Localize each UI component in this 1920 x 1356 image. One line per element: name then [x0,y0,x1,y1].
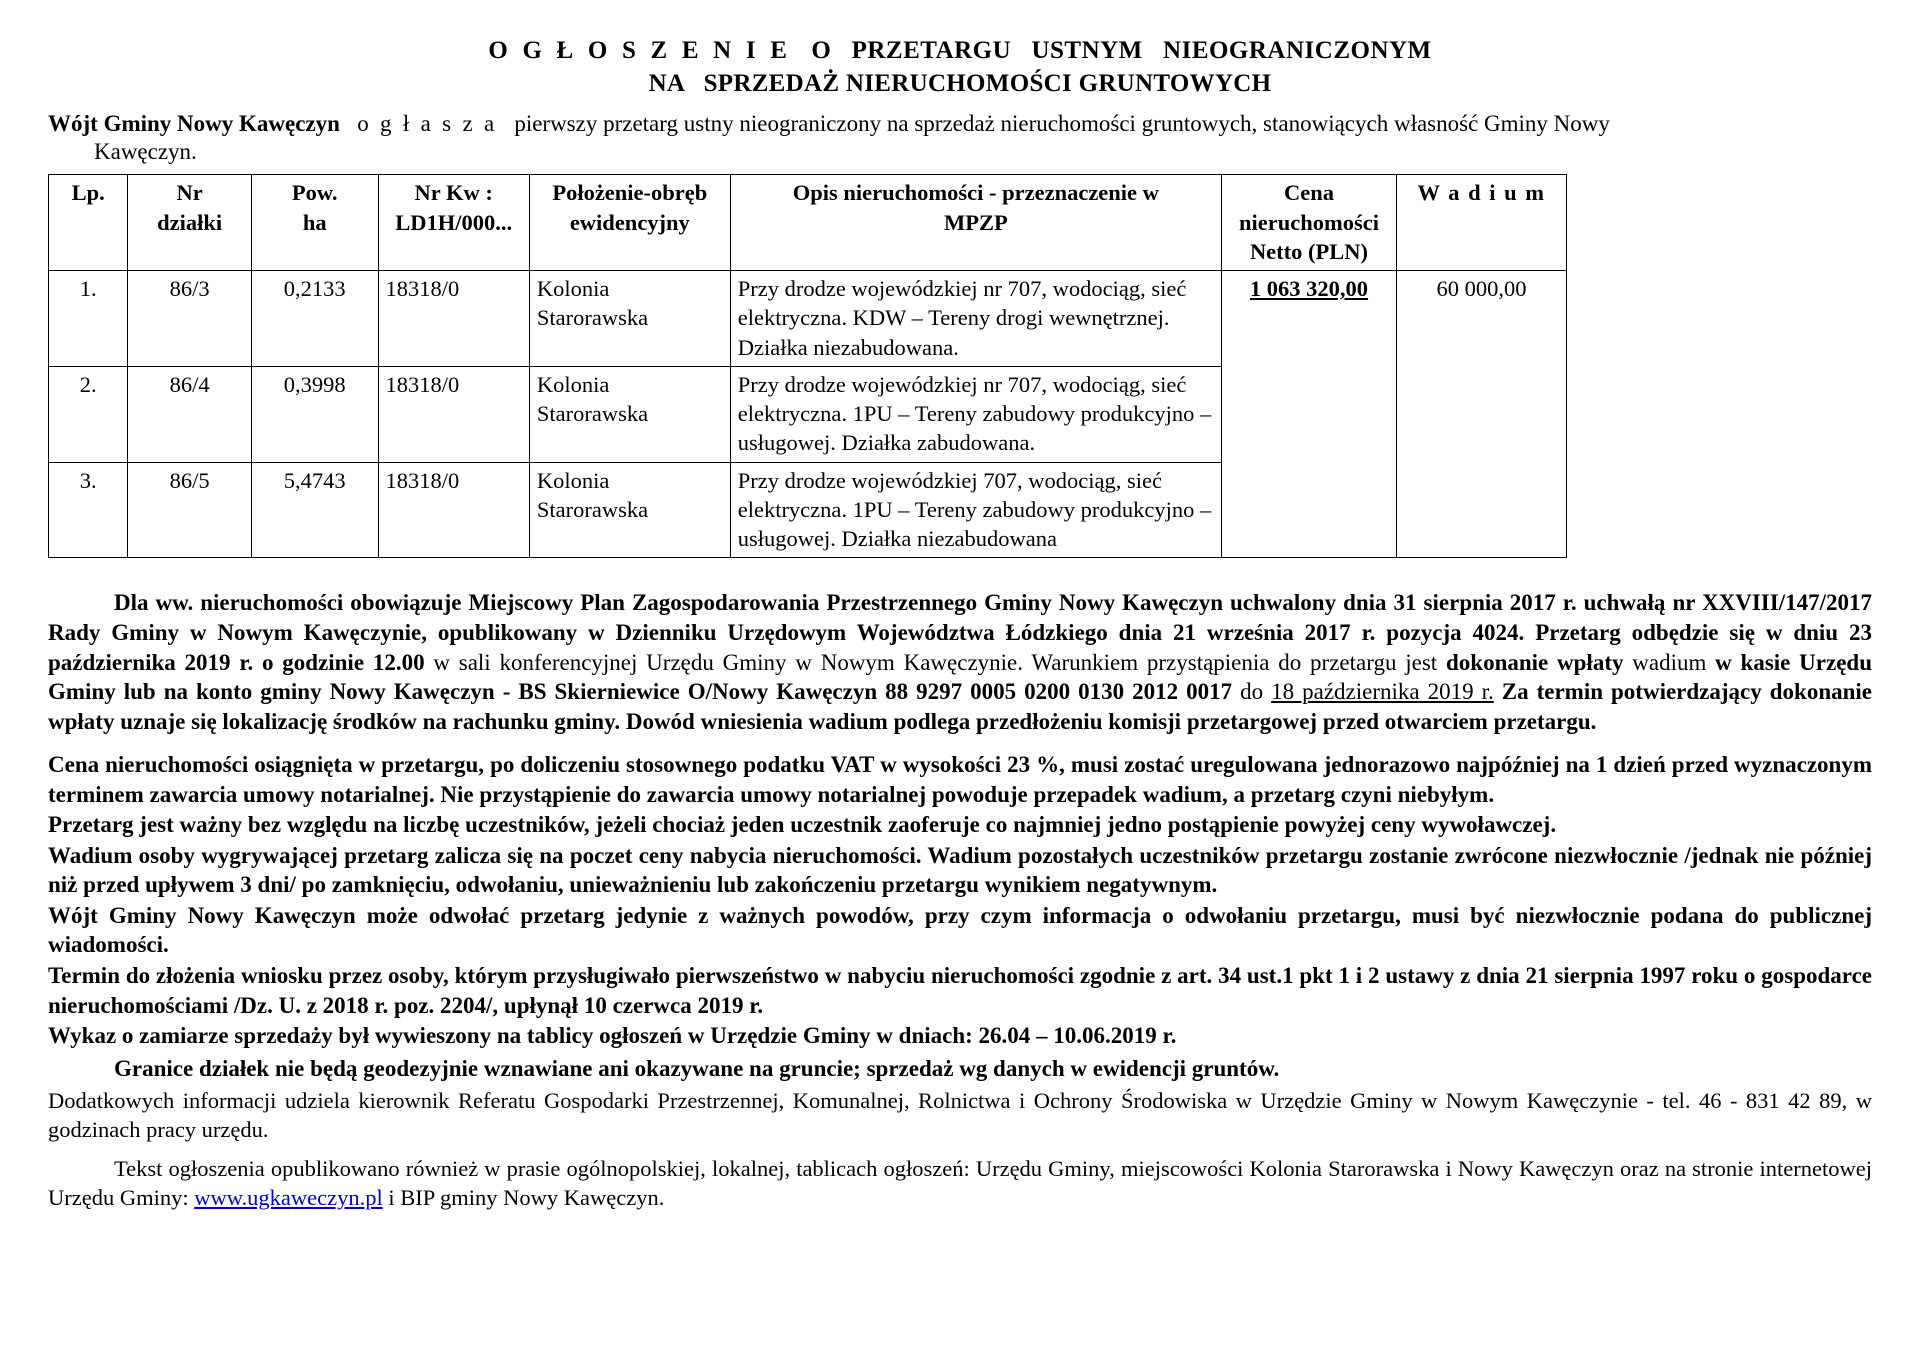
col-header-area-l1: Pow. [291,180,338,206]
cell-deposit-value: 60 000,00 [1436,276,1527,302]
paragraph-vat-price: Cena nieruchomości osiągnięta w przetargu, po doliczeniu stosownego podatku VAT w wysokości 23 %, musi zostać uregulowana jednorazowo najpóźniej na 1 dzień przed wyznaczonym terminem zawarcia umowy notarialnej. Nie przystąpienie do zawarcia umowy notarialnej powoduje przepadek wadium, a przetarg czyni niebyłym. [48,752,1872,807]
cell-lp: 2. [49,366,128,462]
paragraph-boundaries [48,1054,1872,1084]
paragraph-mpzp-part-c: Rady Gminy w Nowym Kawęczynie, opublikowany w Dzienniku Urzędowym Województwa Łódzkiego dnia 21 września 2017 r. pozycja 4024. Przetarg odbędzie się w dniu 23 października 2019 r. o godzinie 12.00 [48,619,1872,675]
cell-deposit [1397,271,1567,558]
cell-location-l1: Kolonia [536,276,610,302]
paragraph-mpzp-part-e: dokonanie wpłaty [1445,649,1624,675]
cell-location-l2: Starorawska [536,305,649,331]
title-word-ogloszenie: O G Ł O S Z E N I E [488,37,792,64]
cell-area: 5,4743 [251,462,378,558]
col-header-area [251,175,378,271]
col-header-description-l1: Opis nieruchomości - przeznaczenie w [792,180,1159,206]
title-line-1 [48,34,1872,67]
col-header-location-l2: ewidencyjny [569,209,690,235]
deposit-deadline-date: 18 października 2019 r. [1271,679,1494,705]
intro-authority: Wójt Gminy Nowy Kawęczyn [48,110,340,136]
cell-price-value: 1 063 320,00 [1249,276,1369,302]
col-header-area-l2: ha [302,209,327,235]
cell-land-register: 18318/0 [378,271,529,367]
paragraph-publication-info [48,1154,1872,1213]
cell-area: 0,3998 [251,366,378,462]
title-subject: SPRZEDAŻ NIERUCHOMOŚCI GRUNTOWYCH [703,70,1272,98]
cell-description: Przy drodze wojewódzkiej 707, wodociąg, sieć elektryczna. 1PU – Tereny zabudowy produkcyjno – usługowej. Działka niezabudowana [730,462,1221,558]
col-header-lp [49,175,128,271]
col-header-land-register-l2: LD1H/000... [395,209,513,235]
title-word-na: NA [648,70,684,98]
col-header-price-l1: Cena [1283,180,1334,206]
paragraph-mpzp-part-d: w sali konferencyjnej Urzędu Gminy w Nowym Kawęczynie. Warunkiem przystąpienia do przetargu jest [424,649,1446,675]
cell-location-l2: Starorawska [536,496,649,522]
cell-plot-number: 86/4 [128,366,252,462]
col-header-plot-number-l2: działki [157,209,223,235]
paragraph-priority-claim: Termin do złożenia wniosku przez osoby, którym przysługiwało pierwszeństwo w nabyciu nieruchomości zgodnie z art. 34 ust.1 pkt 1 i 2 ustawy z dnia 21 sierpnia 1997 roku o gospodarce nieruchomościami /Dz. U. z 2018 r. poz. 2204/, upłynął 10 czerwca 2019 r. [48,963,1872,1018]
intro-paragraph [48,110,1872,168]
intro-verb: o g ł a s z a [357,110,498,136]
title-word-o: O [811,37,832,64]
resolution-number: XXVIII/147/2017 [1702,590,1872,616]
cell-price [1221,271,1396,558]
col-header-description [730,175,1221,271]
document-title [48,34,1872,101]
cell-location [529,271,730,367]
paragraph-auction-validity: Przetarg jest ważny bez względu na liczbę uczestników, jeżeli chociaż jeden uczestnik zaoferuje co najmniej jedno postąpienie powyżej ceny wywoławczej. [48,812,1557,838]
properties-table [48,174,1567,558]
paragraph-mpzp-part-f: wadium [1623,649,1716,675]
cell-land-register: 18318/0 [378,366,529,462]
intro-text-continued: Kawęczyn. [94,139,197,165]
cell-land-register: 18318/0 [378,462,529,558]
title-word-ustnym: USTNYM [1031,37,1143,64]
paragraph-publication-part-b: i BIP gminy Nowy Kawęczyn. [382,1184,665,1210]
cell-location [529,366,730,462]
col-header-lp-text: Lp. [71,180,105,206]
col-header-location-l1: Położenie-obręb [552,180,708,206]
col-header-land-register [378,175,529,271]
cell-location-l1: Kolonia [536,371,610,397]
cell-location [529,462,730,558]
paragraph-publication-part-a: Tekst ogłoszenia opublikowano również w prasie ogólnopolskiej, lokalnej, tablicach ogłoszeń: Urzędu Gminy, miejscowości Kolonia Starorawska i Nowy Kawęczyn oraz na stronie internetowej Urzędu Gminy: [48,1155,1872,1210]
paragraph-contact-info: Dodatkowych informacji udziela kierownik Referatu Gospodarki Przestrzennej, Komunalnej, Rolnictwa i Ochrony Środowiska w Urzędzie Gminy w Nowym Kawęczynie - tel. 46 - 831 42 89, w godzinach pracy urzędu. [48,1088,1872,1143]
col-header-price [1221,175,1396,271]
cell-lp: 1. [49,271,128,367]
title-line-2 [48,67,1872,100]
bank-account-number: w kasie Urzędu Gminy lub na konto gminy Nowy Kawęczyn - BS Skierniewice O/Nowy Kawęczyn 88 9297 0005 0200 0130 2012 0017 [48,649,1872,705]
paragraph-mpzp-part-a: Dla ww. nieruchomości obowiązuje Miejscowy Plan Zagospodarowania Przestrzennego Gminy Nowy Kawęczyn uchwalony dnia 31 sierpnia 2017 r. uchwałą nr [114,590,1703,616]
paragraph-mpzp-part-h: do [1232,679,1272,705]
paragraph-notice-board: Wykaz o zamiarze sprzedaży był wywieszony na tablicy ogłoszeń w Urzędzie Gminy w dniach: 26.04 – 10.06.2019 r. [48,1023,1177,1049]
col-header-plot-number [128,175,252,271]
cell-lp: 3. [49,462,128,558]
paragraph-mpzp [48,588,1872,736]
document-body [48,588,1872,1212]
col-header-deposit [1397,175,1567,271]
col-header-price-l2: nieruchomości [1238,209,1379,235]
cell-plot-number: 86/3 [128,271,252,367]
paragraph-boundaries-text: Granice działek nie będą geodezyjnie wznawiane ani okazywane na gruncie; sprzedaż wg danych w ewidencji gruntów. [114,1055,1280,1081]
table-row [49,271,1567,367]
cell-description: Przy drodze wojewódzkiej nr 707, wodociąg, sieć elektryczna. 1PU – Tereny zabudowy produkcyjno – usługowej. Działka zabudowana. [730,366,1221,462]
col-header-price-l3: Netto (PLN) [1249,238,1369,264]
paragraph-deposit-rules: Wadium osoby wygrywającej przetarg zalicza się na poczet ceny nabycia nieruchomości. Wadium pozostałych uczestników przetargu zostanie zwrócone niezwłocznie /jednak nie później niż przed upływem 3 dni/ po zamknięciu, odwołaniu, unieważnieniu lub zakończeniu przetargu wynikiem negatywnym. [48,842,1872,898]
website-link[interactable]: www.ugkaweczyn.pl [194,1184,383,1210]
table-header-row [49,175,1567,271]
title-word-nieograniczonym: NIEOGRANICZONYM [1163,37,1432,64]
cell-location-l2: Starorawska [536,401,649,427]
col-header-description-l2: MPZP [943,209,1008,235]
title-word-przetargu: PRZETARGU [851,37,1012,64]
col-header-plot-number-l1: Nr [176,180,203,206]
cell-description: Przy drodze wojewódzkiej nr 707, wodociąg, sieć elektryczna. KDW – Tereny drogi wewnętrznej. Działka niezabudowana. [730,271,1221,367]
cell-plot-number: 86/5 [128,462,252,558]
col-header-deposit-text: W a d i u m [1417,180,1546,206]
paragraph-mpzp-part-j: Za termin potwierdzający dokonanie wpłaty uznaje się lokalizację środków na rachunku gminy. Dowód wniesienia wadium podlega przedłożeniu komisji przetargowej przed otwarciem przetargu. [48,679,1873,734]
cell-location-l1: Kolonia [536,467,610,493]
cell-area: 0,2133 [251,271,378,367]
col-header-location [529,175,730,271]
col-header-land-register-l1: Nr Kw : [414,180,493,206]
paragraph-cancellation: Wójt Gminy Nowy Kawęczyn może odwołać przetarg jedynie z ważnych powodów, przy czym informacja o odwołaniu przetargu, musi być niezwłocznie podana do publicznej wiadomości. [48,902,1872,958]
intro-text: pierwszy przetarg ustny nieograniczony na sprzedaż nieruchomości gruntowych, stanowiących własność Gminy Nowy [514,110,1610,136]
